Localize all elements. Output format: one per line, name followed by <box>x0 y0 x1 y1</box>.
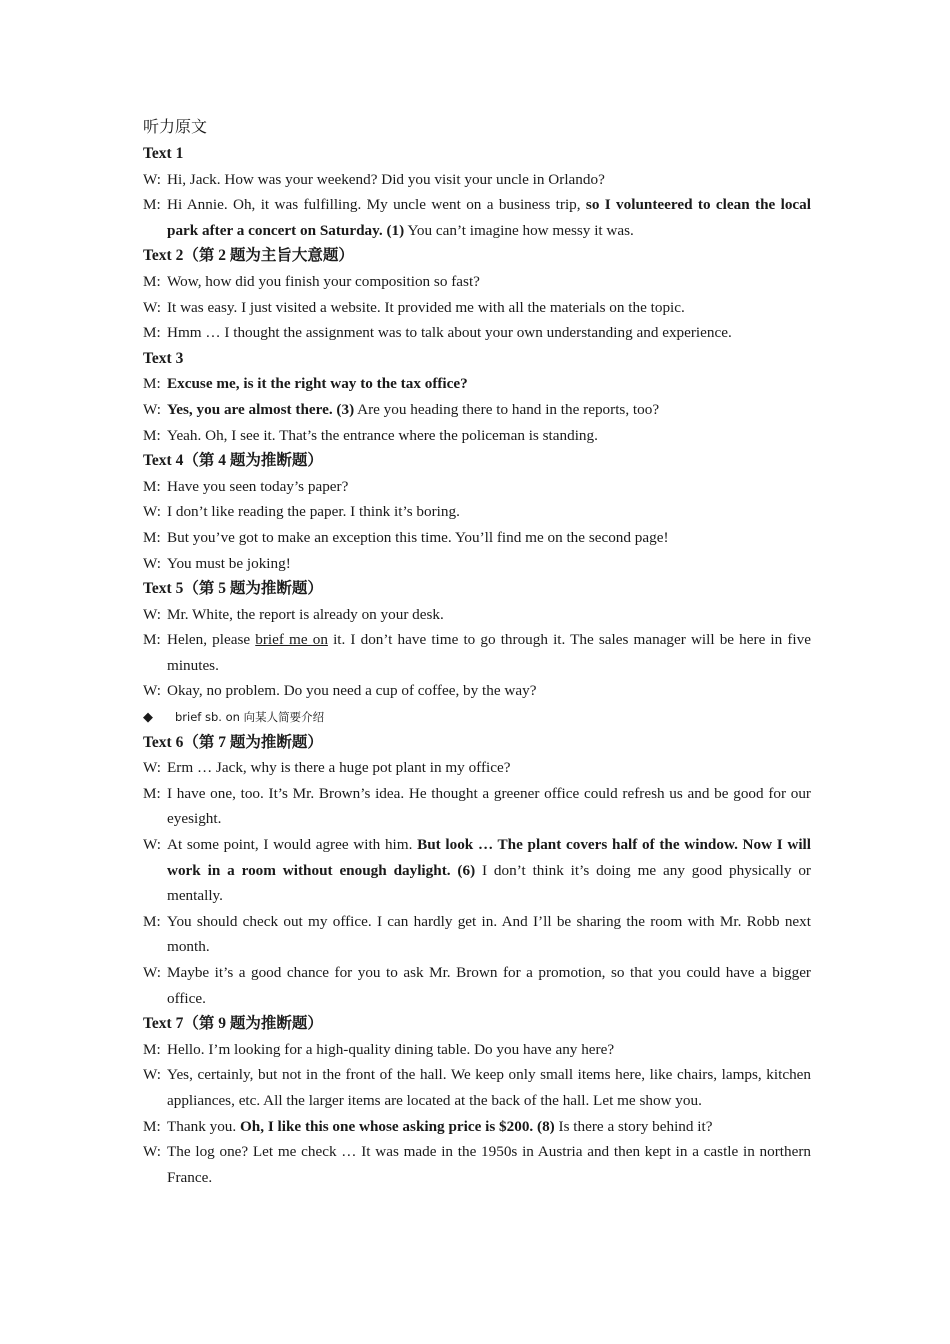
transcript-body <box>143 141 811 1190</box>
diamond-bullet-icon: ◆ <box>143 709 153 725</box>
speaker-label: M: <box>143 375 161 393</box>
speaker-label: M: <box>143 912 161 930</box>
speaker-label: M: <box>143 1117 161 1135</box>
dialogue-line <box>143 602 811 628</box>
speaker-label: M: <box>143 272 161 290</box>
dialogue-text: I don’t think it’s doing me any good physically or mentally. <box>167 861 811 905</box>
speaker-label: W: <box>143 964 161 981</box>
speaker-label: W: <box>143 400 161 418</box>
dialogue-text: I don’t like reading the paper. I think it’s boring. <box>167 503 460 521</box>
dialogue-text: Maybe it’s a good chance for you to ask Mr. Brown for a promotion, so that you could have a bigger office. <box>167 964 811 1007</box>
dialogue-text: Hmm … I thought the assignment was to talk about your own understanding and experience. <box>167 324 732 342</box>
dialogue-line <box>143 474 811 500</box>
dialogue-text: You can’t imagine how messy it was. <box>404 221 634 239</box>
dialogue-text: At some point, I would agree with him. <box>167 836 418 854</box>
section-heading: Text 3 <box>143 349 184 367</box>
dialogue-line <box>143 320 811 346</box>
section-heading: Text 2（第 2 题为主旨大意题） <box>143 247 354 265</box>
speaker-label: W: <box>143 836 161 854</box>
dialogue-line <box>143 781 811 832</box>
dialogue-line <box>143 678 811 704</box>
dialogue-line <box>143 295 811 321</box>
underlined-phrase: brief me on <box>255 631 328 649</box>
dialogue-text: Erm … Jack, why is there a huge pot plant in my office? <box>167 759 511 777</box>
speaker-label: W: <box>143 170 161 188</box>
dialogue-text: Helen, please <box>167 631 256 649</box>
speaker-label: M: <box>143 426 161 444</box>
dialogue-text: I have one, too. It’s Mr. Brown’s idea. He thought a greener office could refresh us and be good for our eyesight. <box>167 784 811 828</box>
dialogue-line <box>143 167 811 193</box>
dialogue-line <box>143 525 811 551</box>
key-sentence: Excuse me, is it the right way to the tax office? <box>167 375 468 393</box>
speaker-label: W: <box>143 605 161 623</box>
speaker-label: W: <box>143 298 161 316</box>
speaker-label: M: <box>143 631 161 649</box>
dialogue-text: Are you heading there to hand in the reports, too? <box>354 400 660 418</box>
speaker-label: M: <box>143 324 161 342</box>
dialogue-text: Hi, Jack. How was your weekend? Did you visit your uncle in Orlando? <box>167 170 605 188</box>
dialogue-text: You must be joking! <box>167 554 291 572</box>
dialogue-text: Hi Annie. Oh, it was fulfilling. My uncle went on a business trip, <box>167 196 586 214</box>
note-text: brief sb. on 向某人简要介绍 <box>175 710 325 725</box>
dialogue-line <box>143 909 811 960</box>
section-heading: Text 4（第 4 题为推断题） <box>143 452 323 470</box>
dialogue-line <box>143 1114 811 1140</box>
dialogue-text: Is there a story behind it? <box>554 1117 713 1135</box>
speaker-label: W: <box>143 682 161 700</box>
speaker-label: M: <box>143 477 161 495</box>
key-sentence: Oh, I like this one whose asking price is $200. (8) <box>239 1117 555 1135</box>
dialogue-text: it. I don’t have time to go through it. The sales manager will be here in five minutes. <box>167 631 811 674</box>
dialogue-text: Okay, no problem. Do you need a cup of coffee, by the way? <box>167 682 537 700</box>
speaker-label: M: <box>143 528 161 546</box>
dialogue-text: Yes, certainly, but not in the front of the hall. We keep only small items here, like chairs, lamps, kitchen appliances, etc. All the larger items are located at the back of the hall. Let me show you. <box>167 1066 811 1109</box>
document-title: 听力原文 <box>143 119 208 136</box>
section-heading: Text 5（第 5 题为推断题） <box>143 580 323 598</box>
dialogue-line <box>143 832 811 909</box>
dialogue-line <box>143 423 811 449</box>
dialogue-text: The log one? Let me check … It was made in the 1950s in Austria and then kept in a castle in northern France. <box>167 1143 811 1186</box>
section-heading: Text 6（第 7 题为推断题） <box>143 733 323 751</box>
speaker-label: W: <box>143 1143 161 1161</box>
dialogue-line <box>143 755 811 781</box>
dialogue-line <box>143 1037 811 1063</box>
speaker-label: M: <box>143 1040 161 1058</box>
speaker-label: M: <box>143 196 161 214</box>
key-sentence: so I volunteered to clean the local park after a concert on Saturday. (1) <box>167 196 811 239</box>
dialogue-text: Have you seen today’s paper? <box>167 477 349 495</box>
dialogue-line <box>143 269 811 295</box>
dialogue-text: Yeah. Oh, I see it. That’s the entrance where the policeman is standing. <box>167 426 598 444</box>
speaker-label: W: <box>143 1066 161 1084</box>
dialogue-line <box>143 397 811 423</box>
dialogue-line <box>143 1139 811 1190</box>
dialogue-line <box>143 960 811 1011</box>
section-heading: Text 7（第 9 题为推断题） <box>143 1015 323 1033</box>
dialogue-text: But you’ve got to make an exception this time. You’ll find me on the second page! <box>167 528 669 546</box>
dialogue-line <box>143 551 811 577</box>
vocab-note <box>143 704 811 730</box>
dialogue-text: Wow, how did you finish your composition so fast? <box>167 272 480 290</box>
speaker-label: M: <box>143 784 161 802</box>
dialogue-text: Mr. White, the report is already on your desk. <box>167 605 444 623</box>
section-heading: Text 1 <box>143 145 184 162</box>
document-page <box>143 114 811 1190</box>
dialogue-line <box>143 499 811 525</box>
dialogue-line <box>143 192 811 243</box>
dialogue-line <box>143 1062 811 1113</box>
speaker-label: W: <box>143 554 161 572</box>
dialogue-line <box>143 627 811 678</box>
dialogue-text: You should check out my office. I can hardly get in. And I’ll be sharing the room with Mr. Robb next month. <box>167 912 811 956</box>
dialogue-text: It was easy. I just visited a website. It provided me with all the materials on the topic. <box>167 298 685 316</box>
key-sentence: Yes, you are almost there. (3) <box>167 400 355 418</box>
dialogue-text: Thank you. <box>167 1117 240 1135</box>
speaker-label: W: <box>143 759 161 777</box>
key-sentence: But look … The plant covers half of the window. Now I will work in a room without enough daylight. (6) <box>167 836 811 879</box>
speaker-label: W: <box>143 503 161 521</box>
dialogue-text: Hello. I’m looking for a high-quality dining table. Do you have any here? <box>167 1040 615 1058</box>
dialogue-line <box>143 371 811 397</box>
